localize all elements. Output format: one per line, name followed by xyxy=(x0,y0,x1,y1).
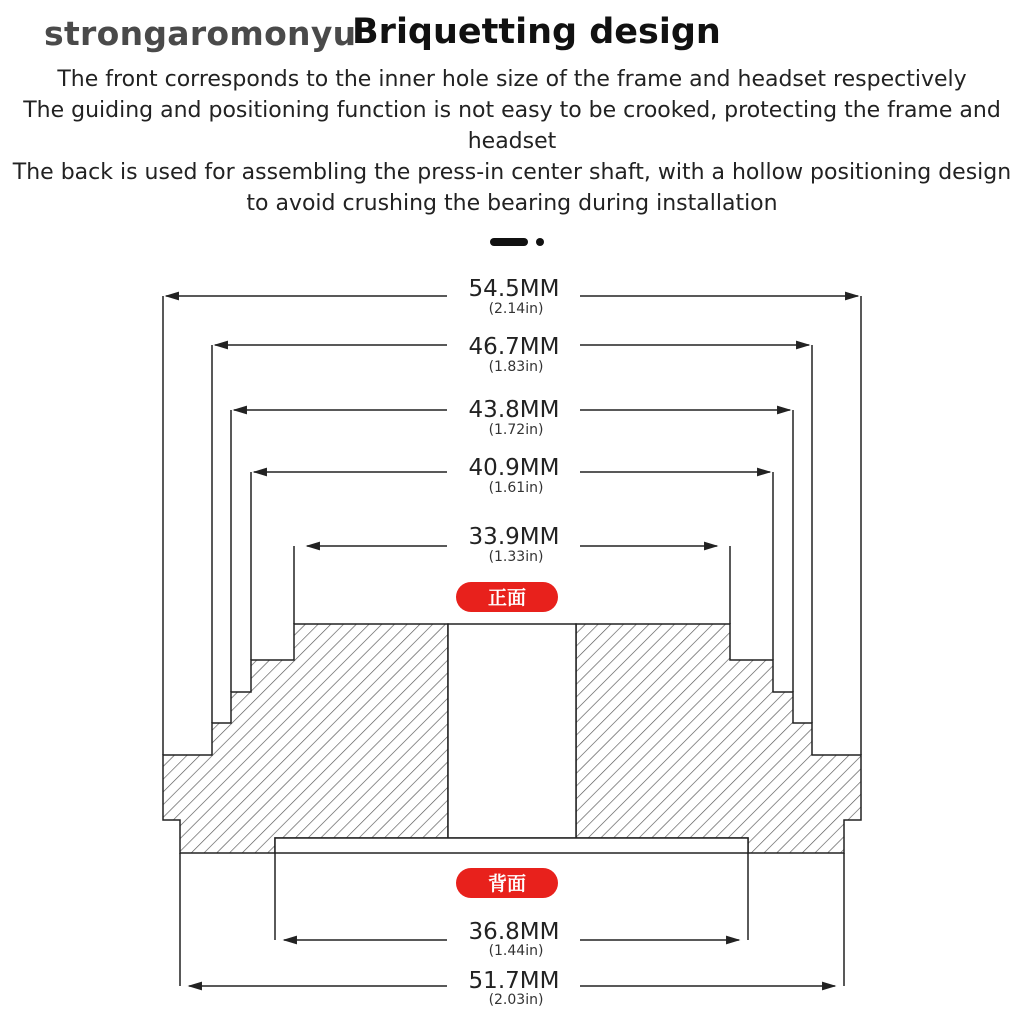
page-title: Briquetting design xyxy=(352,12,721,52)
dimension-inch: (2.03in) xyxy=(488,992,544,1008)
dimension-inch: (1.72in) xyxy=(488,422,544,438)
dimension-mm: 51.7MM xyxy=(468,968,560,994)
description-line: The front corresponds to the inner hole size of the frame and headset respectively xyxy=(57,67,967,92)
dimension-labels-front xyxy=(469,276,560,565)
dimension-mm: 43.8MM xyxy=(468,397,560,423)
dimension-labels-back xyxy=(469,919,560,1008)
description-line: headset xyxy=(467,129,557,154)
description-line: to avoid crushing the bearing during installation xyxy=(246,191,778,216)
dimension-inch: (1.44in) xyxy=(488,943,544,959)
part-body-left xyxy=(163,624,448,853)
back-badge-label: 背面 xyxy=(487,873,527,895)
description-line: The guiding and positioning function is not easy to be crooked, protecting the frame and xyxy=(23,98,1001,123)
part-body-right xyxy=(576,624,861,853)
dimension-mm: 33.9MM xyxy=(468,524,560,550)
dimension-inch: (1.33in) xyxy=(488,549,544,565)
front-badge-label: 正面 xyxy=(487,587,527,609)
dimension-mm: 40.9MM xyxy=(468,455,560,481)
dimension-mm: 46.7MM xyxy=(468,334,560,360)
dimension-mm: 36.8MM xyxy=(468,919,560,945)
dimension-inch: (2.14in) xyxy=(488,301,544,317)
back-recess xyxy=(275,838,748,853)
watermark-text: strongaromonyu xyxy=(44,14,357,53)
dimension-mm: 54.5MM xyxy=(468,276,560,302)
description-line: The back is used for assembling the press-in center shaft, with a hollow positioning design xyxy=(12,160,1012,185)
dimension-inch: (1.61in) xyxy=(488,480,544,496)
center-bore xyxy=(448,624,576,838)
dimension-inch: (1.83in) xyxy=(488,359,544,375)
